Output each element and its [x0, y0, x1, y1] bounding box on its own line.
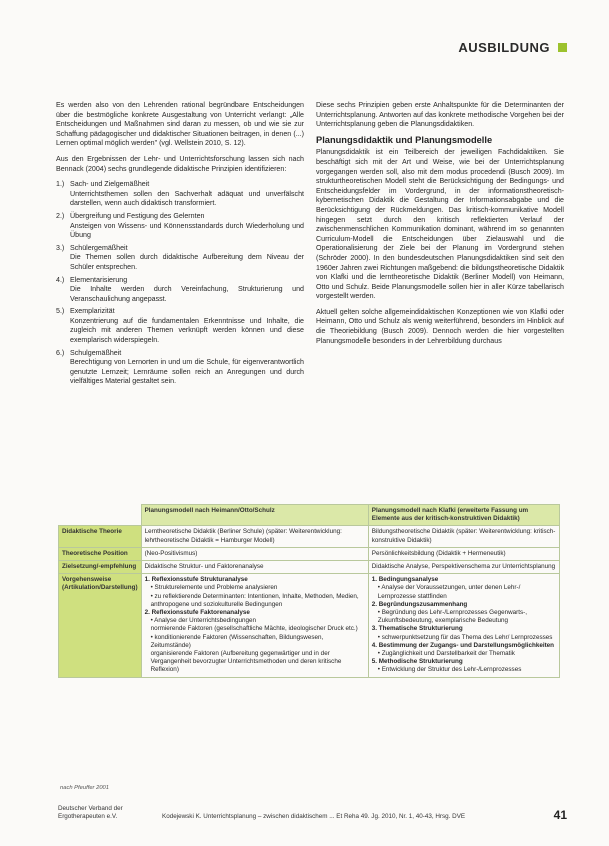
footer-organization	[58, 805, 123, 821]
item-title: Schulgemäßheit	[70, 348, 122, 357]
item-text: Unterrichtsthemen sollen den Sachverhalt adäquat und unverfälscht darstellen, wenn auch didaktisch transformiert.	[70, 189, 304, 208]
table-cell: Bildungstheoretische Didaktik (später: Weiterentwicklung: kritisch-konstruktive Didaktik)	[368, 526, 559, 547]
table-header-row	[59, 505, 560, 526]
step-line: • konditionierende Faktoren (Wissenschaften, Bildungswesen, Zeitumstände)	[150, 633, 324, 649]
page-number: 41	[553, 808, 567, 822]
table-row	[59, 574, 560, 677]
step-line: 2. Begründungszusammenhang	[371, 600, 468, 608]
item-text: Die Inhalte werden durch Vereinfachung, Strukturierung und Veranschaulichung angepasst.	[70, 285, 304, 303]
step-line: • Analyse der Unterrichtsbedingungen	[150, 617, 257, 625]
step-line: 3. Thematische Strukturierung	[371, 625, 463, 633]
left-paragraph-2: Aus den Ergebnissen der Lehr- und Unterrichtsforschung lassen sich nach Bennack (2004) sechs grundlegende didaktische Prinzipien identifizieren:	[56, 154, 304, 173]
subsection-heading: Planungsdidaktik und Planungsmodelle	[316, 134, 493, 145]
table-header-klafki: Planungsmodell nach Klafki (erweiterte Fassung um Elemente aus der kritisch-konstruktiven Didaktik)	[368, 505, 559, 526]
org-line: Ergotherapeuten e.V.	[58, 813, 118, 820]
step-line: • Analyse der Voraussetzungen, unter denen Lehr-/ Lernprozesse stattfinden	[377, 584, 521, 600]
accent-square-icon	[558, 43, 567, 52]
left-column	[56, 101, 304, 390]
step-line: • Entwicklung der Struktur des Lehr-/Lernprozesses	[377, 666, 522, 674]
table-row	[59, 561, 560, 574]
left-paragraph-1: Es werden also von den Lehrenden rational begründbare Entscheidungen über die bestmögliche konkrete Ausgestaltung von Unterricht verlangt: „Alle Entscheidungen und Maßnahmen sind daran zu messen, ob und wie sie zur Schaffung pädagogischer und didaktischer Situationen beitragen, in denen (...) Lernen optimal möglich werden" (vgl. Wellstein 2010, S. 12).	[56, 101, 304, 148]
list-item	[56, 180, 304, 209]
principles-list	[56, 180, 304, 387]
table-cell-procedure-a	[141, 574, 368, 677]
step-line: 1. Bedingungsanalyse	[371, 576, 439, 584]
item-number: 5.)	[56, 307, 65, 316]
list-item	[56, 212, 304, 241]
item-title: Exemplarizität	[70, 307, 115, 316]
item-text: Konzentrierung auf die fundamentalen Erkenntnisse und Inhalte, die zugleich mit anderen Themen verknüpft werden können und diese exemplarisch widerspiegeln.	[70, 316, 304, 345]
item-title: Schülergemäßheit	[70, 243, 128, 252]
right-paragraph-3: Aktuell gelten solche allgemeindidaktischen Konzeptionen wie von Klafki oder Heimann, Otto und Schulz als wenig weiterführend, besonders im Hinblick auf die Theoriebildung (Busch 2009). Dennoch werden die hier vorgestellten Planungsmodelle besonders in der Lehrerbildung durchaus	[316, 307, 564, 345]
list-item	[56, 276, 304, 305]
step-line: normierende Faktoren (gesellschaftliche Mächte, ideologischer Druck etc.)	[150, 625, 358, 633]
table-row	[59, 547, 560, 560]
item-number: 1.)	[56, 180, 65, 189]
item-number: 6.)	[56, 348, 65, 357]
table-corner	[59, 505, 142, 526]
step-line: • Begründung des Lehr-/Lernprozesses Gegenwarts-, Zukunftsbedeutung, exemplarische Bedeutung	[377, 609, 527, 625]
item-title: Sach- und Zielgemäßheit	[70, 180, 150, 189]
row-label: Zielsetzung/-empfehlung	[59, 561, 142, 574]
table-source: nach Pfeuffer 2001	[60, 785, 109, 791]
footer-reference: Kodejewski K. Unterrichtsplanung – zwischen didaktischem ... Et Reha 49. Jg. 2010, Nr. 1, 40-43, Hrsg. DVE	[162, 813, 466, 820]
row-label: Vorgehensweise (Artikulation/Darstellung)	[59, 574, 142, 677]
section-header	[458, 40, 567, 55]
item-title: Elementarisierung	[70, 275, 128, 284]
list-item	[56, 307, 304, 345]
planning-models-table	[58, 504, 560, 678]
item-number: 3.)	[56, 243, 65, 252]
item-number: 4.)	[56, 275, 65, 284]
step-line: 1. Reflexionsstufe Strukturanalyse	[144, 576, 248, 584]
item-text: Die Themen sollen durch didaktische Aufbereitung dem Niveau der Schüler entsprechen.	[70, 253, 304, 271]
table-cell-procedure-b	[368, 574, 559, 677]
step-line: 4. Bestimmung der Zugangs- und Darstellungsmöglichkeiten	[371, 641, 555, 649]
step-line: • zu reflektierende Determinanten: Intentionen, Inhalte, Methoden, Medien, anthropogene und soziokulturelle Bedingungen	[150, 592, 359, 608]
table-header-heimann: Planungsmodell nach Heimann/Otto/Schulz	[141, 505, 368, 526]
right-column	[316, 101, 564, 352]
org-line: Deutscher Verband der	[58, 805, 123, 812]
section-title: AUSBILDUNG	[458, 40, 550, 55]
list-item	[56, 349, 304, 387]
item-title: Übergreifung und Festigung des Gelernten	[70, 211, 205, 220]
step-line: • Zugänglichkeit und Darstellbarkeit der Thematik	[377, 650, 515, 658]
table-cell: Didaktische Analyse, Perspektivenschema zur Unterrichtsplanung	[368, 561, 559, 574]
step-line: organisierende Faktoren (Aufbereitung gegenwärtiger und in der Vergangenheit bevorzugter Unterrichtsmethoden und deren kritische Reflexion)	[150, 650, 342, 674]
step-line: 2. Reflexionsstufe Faktorenanalyse	[144, 609, 250, 617]
item-number: 2.)	[56, 211, 65, 220]
right-paragraph-1: Diese sechs Prinzipien geben erste Anhaltspunkte für die Determinanten der Unterrichtsplanung. Antworten auf das konkrete methodische Vorgehen bei der Unterrichtsplanung geben die Planungsdidaktiken.	[316, 101, 564, 129]
right-paragraph-2: Planungsdidaktik ist ein Teilbereich der jeweiligen Fachdidaktiken. Sie beschäftigt sich mit der Art und Weise, wie bei der Unterrichtsplanung vorgegangen werden soll, also mit dem modus procedendi (Busch 2009). Im strukturtheoretischen Modell steht die Berücksichtigung der Bedingungs- und Entscheidungsfelder im Vordergrund, in der informationstheoretisch-kybernetischen Didaktik die Gestaltung der Informationsabgabe und die Berücksichtigung der Rückmeldungen. Das kritisch-kommunikative Modell hingegen setzt durch den kritisch reflektierten Verlauf der zwischenmenschlichen Kommunikation dominant, während im so genannten Curriculum-Modell die Entscheidungen über Zielauswahl und die Operationalisierung der Ziele bei der Planung im Vordergrund stehen (Schröder 2000). In den bundesdeutschen Planungsdidaktiken sind seit den 1960er Jahren zwei Richtungen maßgebend: die bildungstheoretische Didaktik von Klafki und die lerntheoretische Didaktik (Berliner Modell) von Heimann, Otto und Schulz. Beide Planungsmodelle sollen hier in aller Kürze tabellarisch vorgestellt werden.	[316, 148, 564, 301]
item-text: Ansteigen von Wissens- und Könnensstandards durch Wiederholung und Übung	[70, 221, 304, 240]
step-line: 5. Methodische Strukturierung	[371, 658, 463, 666]
table-cell: Lerntheoretische Didaktik (Berliner Schule) (später: Weiterentwicklung: lehrtheoretische Didaktik = Hamburger Modell)	[141, 526, 368, 547]
table-cell: (Neo-Positivismus)	[141, 547, 368, 560]
step-line: • schwerpunktsetzung für das Thema des Lehr/ Lernprozesses	[377, 633, 553, 641]
row-label: Didaktische Theorie	[59, 526, 142, 547]
item-text: Berechtigung von Lernorten in und um die Schule, für eigenverantwortlich genutzte Lernzeit; Lernräume sollen reich an Anregungen und durch vielfältiges Material gestaltet sein.	[70, 358, 304, 386]
list-item	[56, 244, 304, 273]
table-cell: Didaktische Struktur- und Faktorenanalyse	[141, 561, 368, 574]
table-row	[59, 526, 560, 547]
row-label: Theoretische Position	[59, 547, 142, 560]
step-line: • Strukturelemente und Probleme analysieren	[150, 584, 278, 592]
table-cell: Persönlichkeitsbildung (Didaktik + Hermeneutik)	[368, 547, 559, 560]
